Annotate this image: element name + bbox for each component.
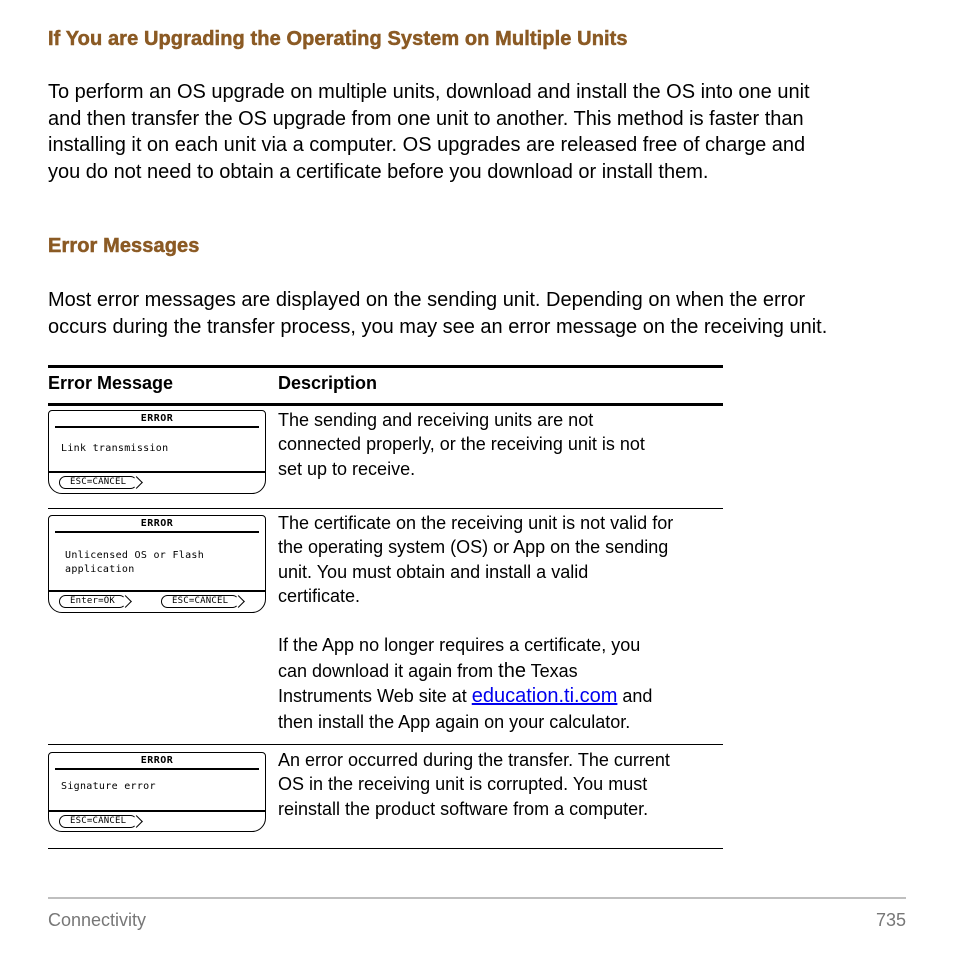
row-note (278, 633, 718, 735)
section-heading-error-messages: Error Messages (48, 235, 200, 257)
paragraph-line: you do not need to obtain a certificate before you download or install them. (48, 160, 709, 183)
screen-divider (55, 426, 259, 428)
description-line: certificate. (278, 586, 361, 607)
note-line: Instruments Web site at (278, 686, 472, 706)
error-intro-paragraph (48, 287, 918, 340)
row-description (278, 408, 718, 481)
education-ti-link[interactable]: education.ti.com (471, 685, 618, 707)
enter-ok-button[interactable]: Enter=OK (59, 595, 126, 608)
description-line: OS in the receiving unit is corrupted. You must (278, 774, 648, 795)
screen-divider (49, 590, 265, 592)
footer-section-name: Connectivity (48, 910, 147, 930)
screen-divider (49, 810, 265, 812)
note-line: If the App no longer requires a certificate, you (278, 635, 641, 655)
row-description (278, 511, 718, 609)
footer-divider (48, 897, 906, 899)
error-table (48, 365, 723, 855)
paragraph-line: Most error messages are displayed on the sending unit. Depending on when the error (48, 289, 806, 311)
note-line: can download it again from (278, 660, 499, 681)
description-line: the operating system (OS) or App on the sending (278, 537, 669, 558)
screen-message: Link transmission (61, 443, 169, 454)
screen-divider (55, 768, 259, 770)
note-word: and (617, 686, 653, 706)
description-line: The certificate on the receiving unit is not valid for (278, 513, 674, 533)
esc-cancel-button[interactable]: ESC=CANCEL (59, 815, 137, 828)
column-header-error-message: Error Message (48, 373, 174, 393)
row-divider (48, 508, 723, 509)
row-description (278, 748, 718, 821)
screen-message: Signature error (61, 781, 156, 792)
description-line: An error occurred during the transfer. The current (278, 750, 670, 770)
esc-cancel-button[interactable]: ESC=CANCEL (161, 595, 239, 608)
paragraph-line: occurs during the transfer process, you may see an error message on the receiving unit. (48, 315, 828, 338)
column-header-description: Description (278, 373, 378, 393)
esc-cancel-button[interactable]: ESC=CANCEL (59, 476, 137, 489)
screen-title: ERROR (140, 518, 174, 529)
header-bottom-rule (48, 403, 723, 406)
description-line: connected properly, or the receiving unit is not (278, 434, 645, 455)
screen-divider (49, 471, 265, 473)
screen-message: Unlicensed OS or Flash application (65, 550, 205, 575)
page-number: 735 (875, 910, 906, 930)
description-line: The sending and receiving units are not (278, 410, 594, 430)
upgrade-paragraph (48, 79, 918, 185)
note-word: Texas (525, 660, 578, 681)
screen-title: ERROR (140, 413, 174, 424)
table-top-rule (48, 365, 723, 368)
error-screen-link-transmission (48, 410, 266, 494)
error-screen-signature (48, 752, 266, 832)
table-bottom-rule (48, 848, 723, 849)
screen-divider (55, 531, 259, 533)
note-word: the (498, 659, 526, 682)
section-heading-upgrade: If You are Upgrading the Operating System on Multiple Units (48, 28, 628, 50)
note-line: then install the App again on your calculator. (278, 711, 631, 732)
paragraph-line: and then transfer the OS upgrade from one unit to another. This method is faster than (48, 107, 804, 130)
description-line: unit. You must obtain and install a valid (278, 561, 589, 582)
description-line: set up to receive. (278, 458, 416, 479)
description-line: reinstall the product software from a computer. (278, 798, 649, 819)
row-divider (48, 744, 723, 745)
paragraph-line: installing it on each unit via a computer. OS upgrades are released free of charge and (48, 134, 806, 156)
error-screen-unlicensed-os (48, 515, 266, 613)
screen-title: ERROR (140, 755, 174, 766)
paragraph-line: To perform an OS upgrade on multiple units, download and install the OS into one unit (48, 81, 810, 103)
